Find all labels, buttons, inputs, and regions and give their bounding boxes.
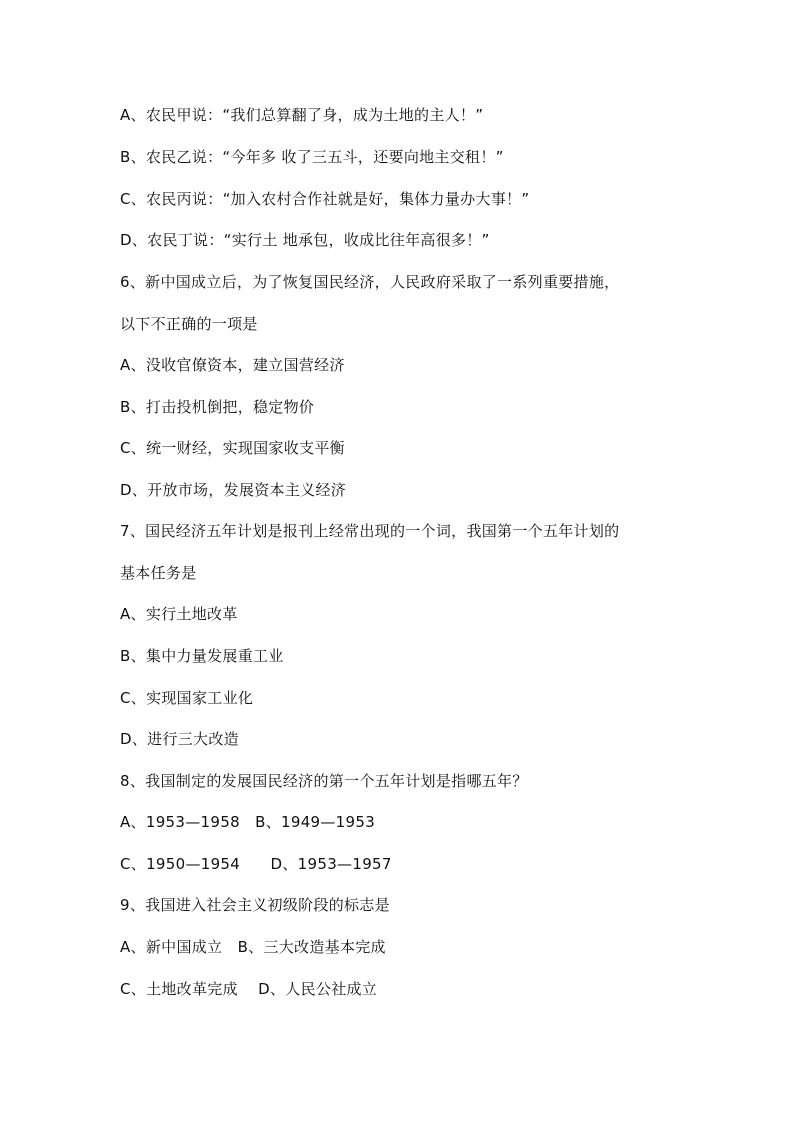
question-6-line-1: 6、新中国成立后，为了恢复国民经济，人民政府采取了一系列重要措施， — [120, 273, 620, 291]
option-line-6a: A、没收官僚资本，建立国营经济 — [120, 356, 345, 374]
question-8: 8、我国制定的发展国民经济的第一个五年计划是指哪五年？ — [120, 772, 528, 790]
option-line-5c: C、农民丙说：“加入农村合作社就是好，集体力量办大事！” — [120, 190, 530, 208]
option-line-5b: B、农民乙说：“今年多 收了三五斗，还要向地主交租！” — [120, 148, 504, 166]
option-line-9cd: C、土地改革完成 D、人民公社成立 — [120, 980, 378, 998]
option-line-5a: A、农民甲说：“我们总算翻了身，成为土地的主人！” — [120, 106, 484, 124]
option-line-8ab: A、1953—1958 B、1949—1953 — [120, 813, 376, 831]
question-7-line-1: 7、国民经济五年计划是报刊上经常出现的一个词，我国第一个五年计划的 — [120, 522, 620, 540]
option-line-7a: A、实行土地改革 — [120, 605, 238, 623]
option-line-7b: B、集中力量发展重工业 — [120, 647, 284, 665]
option-line-9ab: A、新中国成立 B、三大改造基本完成 — [120, 938, 386, 956]
option-line-7c: C、实现国家工业化 — [120, 689, 254, 707]
question-7-line-2: 基本任务是 — [120, 564, 197, 582]
option-line-6b: B、打击投机倒把，稳定物价 — [120, 398, 315, 416]
option-line-8cd: C、1950—1954 D、1953—1957 — [120, 855, 392, 873]
option-line-7d: D、进行三大改造 — [120, 730, 239, 748]
option-line-5d: D、农民丁说：“实行土 地承包，收成比往年高很多！” — [120, 231, 490, 249]
question-6-line-2: 以下不正确的一项是 — [120, 315, 258, 333]
question-9: 9、我国进入社会主义初级阶段的标志是 — [120, 896, 390, 914]
option-line-6d: D、开放市场，发展资本主义经济 — [120, 481, 347, 499]
option-line-6c: C、统一财经，实现国家收支平衡 — [120, 439, 345, 457]
